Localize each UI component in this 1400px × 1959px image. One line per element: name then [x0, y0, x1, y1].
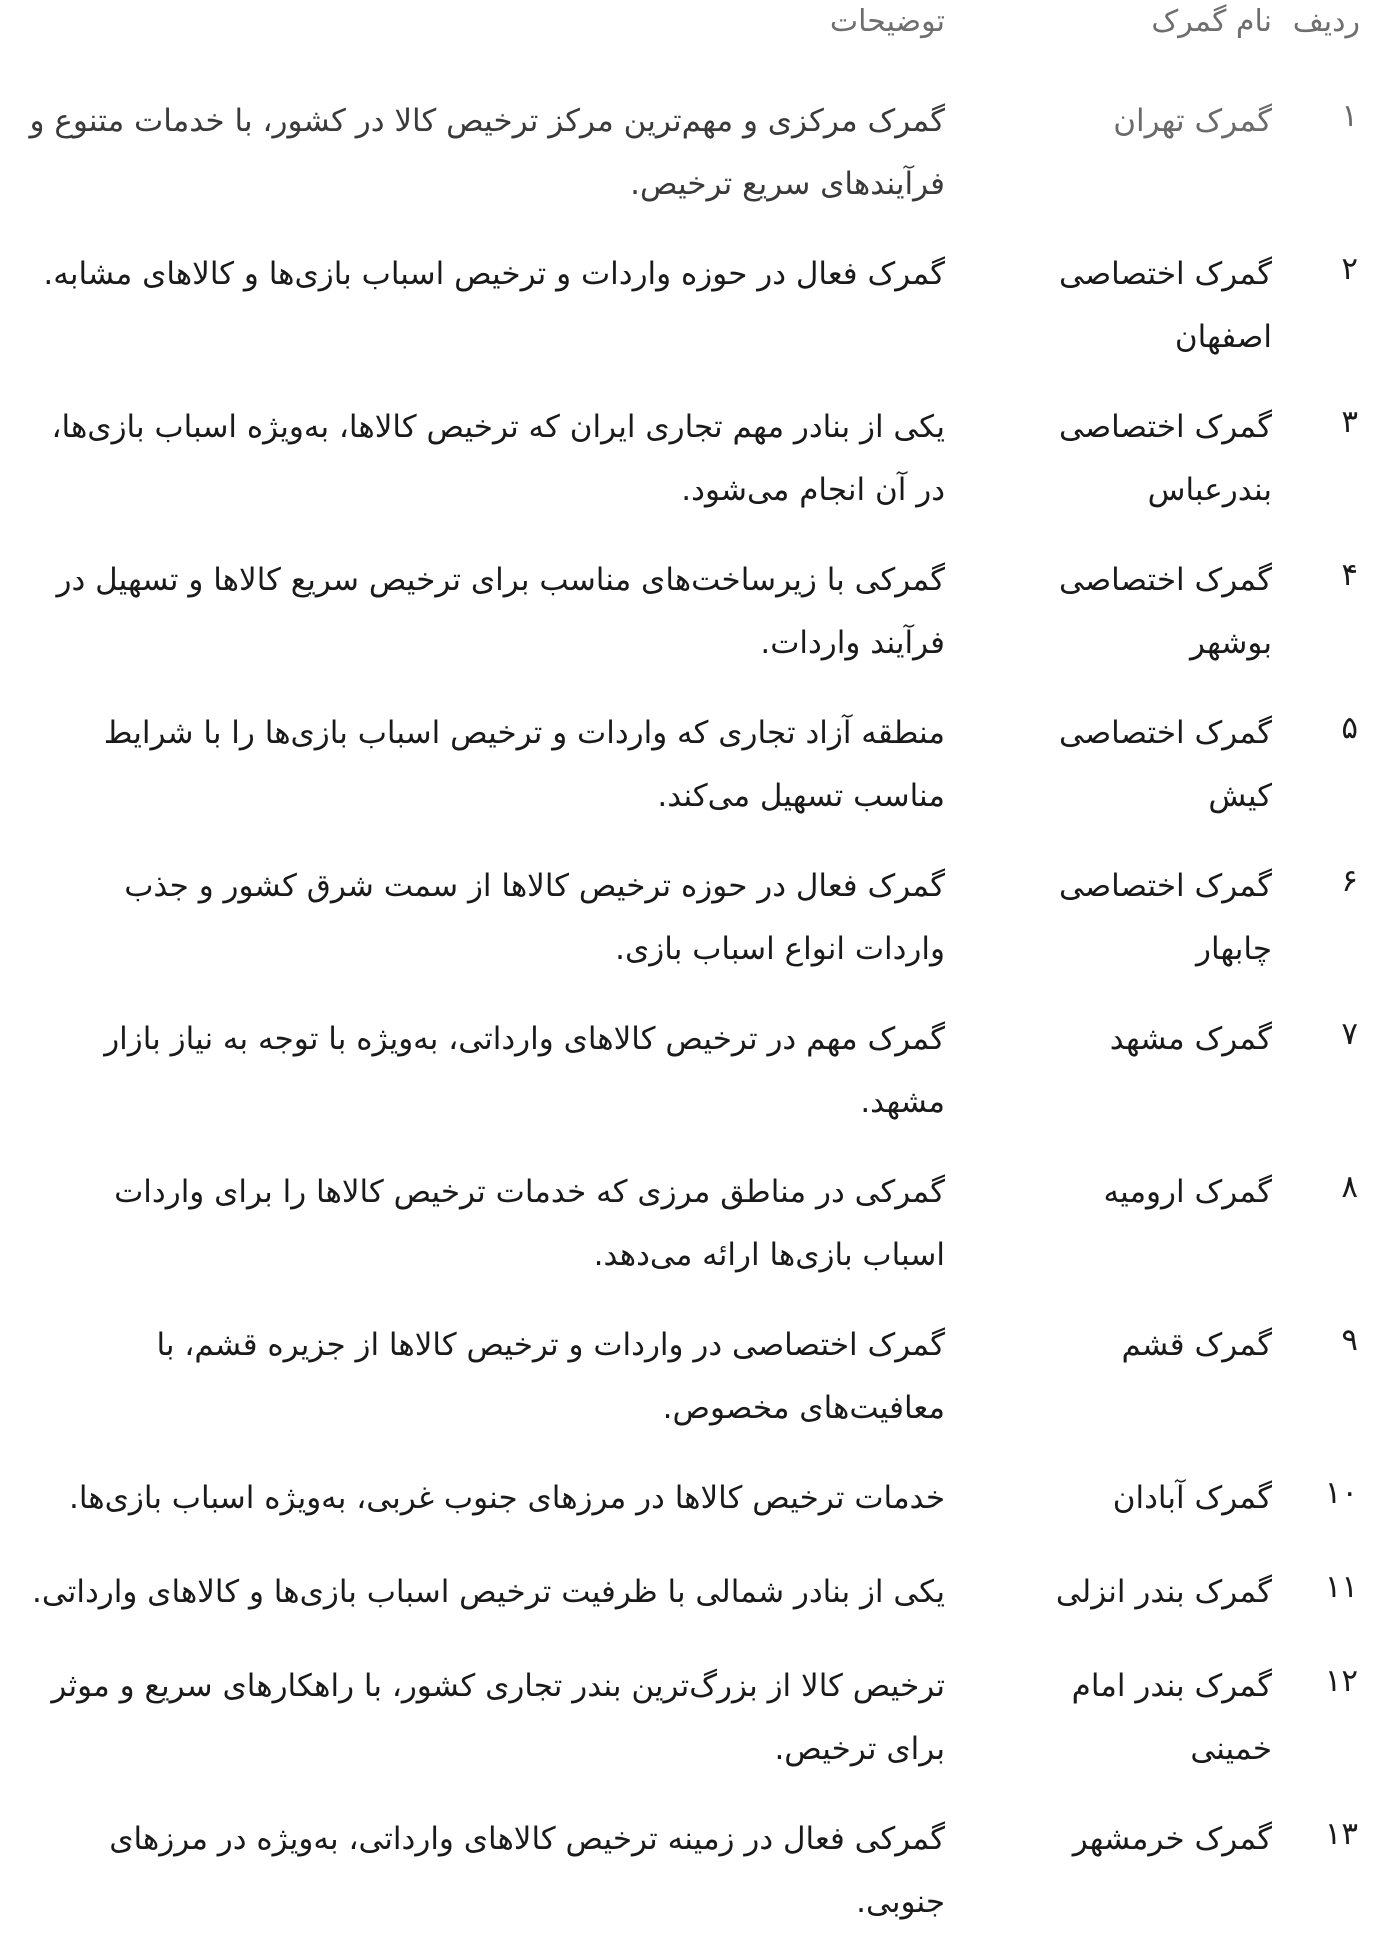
- row-index: ۹: [1341, 1322, 1358, 1358]
- table-row: [0, 1312, 1400, 1465]
- row-name: گمرک تهران: [1113, 103, 1272, 139]
- row-name: گمرک اختصاصی بندرعباس: [1058, 409, 1272, 508]
- row-description: ترخیص کالا از بزرگ‌ترین بندر تجاری کشور، با راهکارهای سریع و موثر برای ترخیص.: [51, 1668, 945, 1767]
- header-name: نام گمرک: [1151, 4, 1272, 39]
- row-index: ۱۲: [1324, 1663, 1358, 1699]
- row-name: گمرک بندر انزلی: [1055, 1574, 1272, 1610]
- row-description: گمرک فعال در حوزه ترخیص کالاها از سمت شرق کشور و جذب واردات انواع اسباب بازی.: [124, 868, 945, 967]
- header-description: توضیحات: [829, 4, 945, 39]
- table-row: [0, 1653, 1400, 1806]
- table-row: [0, 853, 1400, 1006]
- table-header: [0, 0, 1400, 60]
- row-name: گمرک بندر امام خمینی: [1071, 1668, 1272, 1767]
- row-description: خدمات ترخیص کالاها در مرزهای جنوب غربی، به‌ویژه اسباب بازی‌ها.: [69, 1480, 945, 1516]
- row-name: گمرک اختصاصی اصفهان: [1058, 256, 1272, 355]
- table-row: [0, 700, 1400, 853]
- row-index: ۷: [1341, 1016, 1358, 1052]
- row-name: گمرک قشم: [1121, 1327, 1272, 1363]
- table-row: [0, 241, 1400, 394]
- table-body: [0, 88, 1400, 1959]
- row-index: ۱۰: [1324, 1475, 1358, 1511]
- table-row: [0, 1006, 1400, 1159]
- row-name: گمرک آبادان: [1112, 1480, 1272, 1516]
- row-index: ۱: [1341, 98, 1358, 134]
- row-index: ۸: [1341, 1169, 1358, 1205]
- row-description: گمرک مرکزی و مهم‌ترین مرکز ترخیص کالا در کشور، با خدمات متنوع و فرآیندهای سریع ترخیص.: [29, 103, 945, 202]
- row-name: گمرک خرمشهر: [1072, 1821, 1272, 1857]
- row-index: ۵: [1341, 710, 1358, 746]
- table-row: [0, 88, 1400, 241]
- row-description: منطقه آزاد تجاری که واردات و ترخیص اسباب بازی‌ها را با شرایط مناسب تسهیل می‌کند.: [103, 715, 945, 814]
- table-row: [0, 547, 1400, 700]
- row-name: گمرک اختصاصی بوشهر: [1058, 562, 1272, 661]
- row-name: گمرک اختصاصی کیش: [1058, 715, 1272, 814]
- row-description: گمرک مهم در ترخیص کالاهای وارداتی، به‌ویژه با توجه به نیاز بازار مشهد.: [104, 1021, 945, 1120]
- row-index: ۱۱: [1324, 1569, 1358, 1605]
- row-description: گمرکی فعال در زمینه ترخیص کالاهای وارداتی، به‌ویژه در مرزهای جنوبی.: [109, 1821, 945, 1920]
- row-name: گمرک ارومیه: [1103, 1174, 1272, 1210]
- row-description: گمرکی با زیرساخت‌های مناسب برای ترخیص سریع کالاها و تسهیل در فرآیند واردات.: [56, 562, 945, 661]
- table-row: [0, 1159, 1400, 1312]
- row-index: ۱۳: [1324, 1816, 1358, 1852]
- row-index: ۶: [1341, 863, 1358, 899]
- table-row: [0, 1465, 1400, 1559]
- table-row: [0, 1559, 1400, 1653]
- row-description: گمرک اختصاصی در واردات و ترخیص کالاها از جزیره قشم، با معافیت‌های مخصوص.: [156, 1327, 945, 1426]
- row-description: یکی از بنادر شمالی با ظرفیت ترخیص اسباب بازی‌ها و کالاهای وارداتی.: [32, 1574, 945, 1610]
- header-index: ردیف: [1292, 4, 1360, 39]
- row-index: ۲: [1341, 251, 1358, 287]
- row-description: گمرکی در مناطق مرزی که خدمات ترخیص کالاها را برای واردات اسباب بازی‌ها ارائه می‌دهد.: [114, 1174, 945, 1273]
- row-index: ۳: [1341, 404, 1358, 440]
- table-row: [0, 1806, 1400, 1959]
- table-row: [0, 394, 1400, 547]
- row-description: یکی از بنادر مهم تجاری ایران که ترخیص کالاها، به‌ویژه اسباب بازی‌ها، در آن انجام می‌شود.: [51, 409, 945, 508]
- row-index: ۴: [1341, 557, 1358, 593]
- row-name: گمرک اختصاصی چابهار: [1058, 868, 1272, 967]
- row-description: گمرک فعال در حوزه واردات و ترخیص اسباب بازی‌ها و کالاهای مشابه.: [43, 256, 945, 292]
- row-name: گمرک مشهد: [1109, 1021, 1272, 1057]
